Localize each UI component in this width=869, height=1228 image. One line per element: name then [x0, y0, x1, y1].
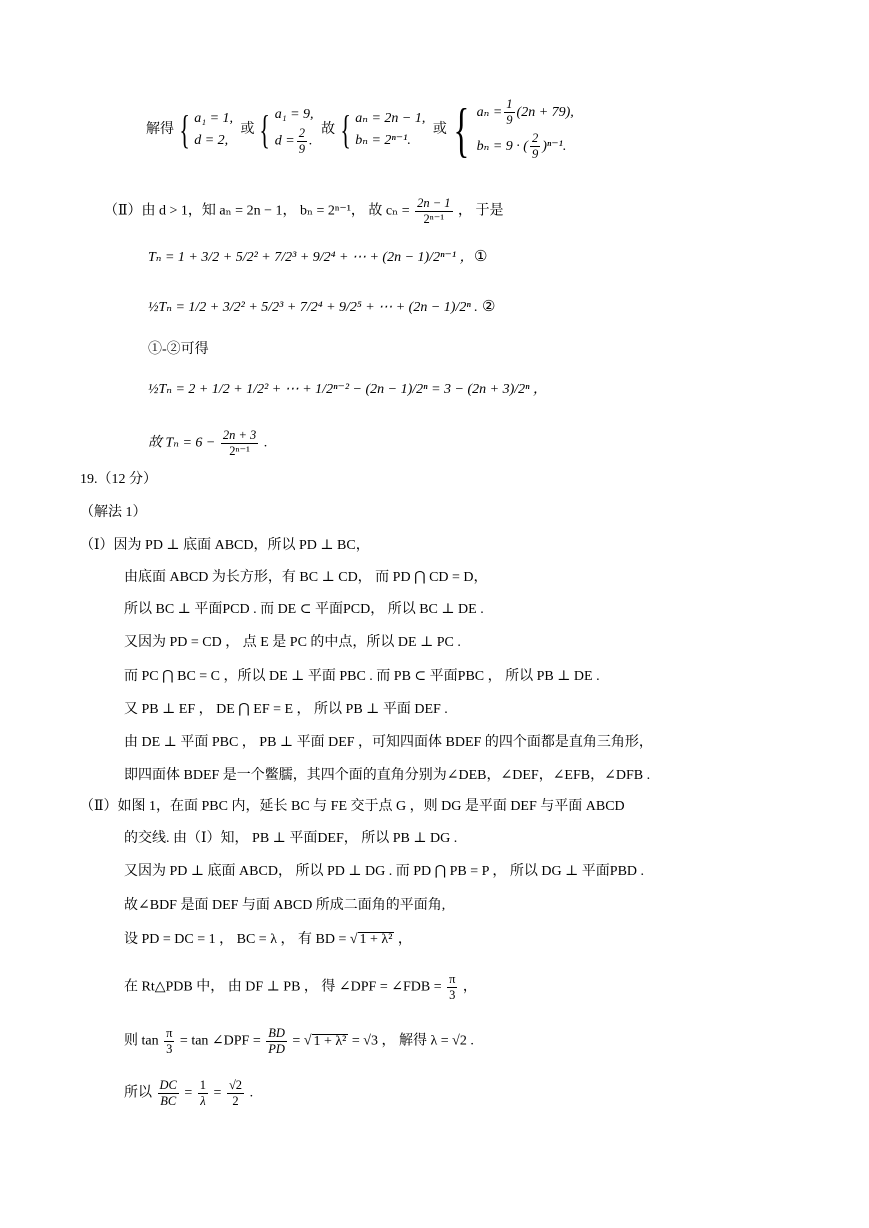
system-4-row-1 [477, 96, 574, 130]
p2-line-2: 的交线. 由（Ⅰ）知， PB ⊥ 平面DEF， 所以 PB ⊥ DG . [124, 831, 458, 846]
sys4-an-tail: (2n + 79), [516, 105, 574, 120]
p1-line-3: 所以 BC ⊥ 平面PCD . 而 DE ⊂ 平面PCD， 所以 BC ⊥ DE . [124, 602, 484, 617]
sys4-bn-tail: )ⁿ⁻¹. [542, 139, 567, 154]
p1-line-4: 又因为 PD = CD ， 点 E 是 PC 的中点，所以 DE ⊥ PC . [124, 635, 461, 650]
fraction [297, 126, 307, 157]
bd-over-pd-fraction [266, 1026, 287, 1057]
equals-sign: = [184, 1085, 193, 1101]
result-fraction [221, 428, 258, 459]
numerator: BD [268, 1026, 285, 1040]
denominator: 2ⁿ⁻¹ [229, 444, 250, 458]
system-2-row-2: d = $\frac{2}{9}$ . [274, 125, 313, 156]
system-3-row-2: bₙ = 2ⁿ⁻¹. [355, 133, 411, 148]
sys4-bn-lhs: bₙ = 9 · ( [476, 139, 528, 154]
equation-2-marker: ② [482, 299, 496, 315]
sqrt2-over-2-fraction [227, 1078, 244, 1109]
or-label-1: 或 [240, 122, 255, 138]
rt-line-tail: ， [462, 979, 477, 995]
one-over-lambda-fraction [198, 1078, 208, 1109]
or-label-2: 或 [432, 122, 447, 138]
p2-line-3: 又因为 PD ⊥ 底面 ABCD， 所以 PD ⊥ DG . 而 PD ⋂ PB = P ， 所以 DG ⊥ 平面PBD . [124, 864, 645, 879]
final-tail: . [249, 1085, 254, 1101]
sys2-d-lhs: d = [274, 133, 295, 149]
system-3-row-1: aₙ = 2n − 1, [355, 111, 426, 126]
p1-line-6: 又 PB ⊥ EF ， DE ⋂ EF = E ， 所以 PB ⊥ 平面 DEF . [124, 702, 448, 717]
right-triangle-line [124, 972, 477, 1003]
numerator: π [449, 972, 456, 986]
denominator: 2ⁿ⁻¹ [423, 212, 445, 226]
system-1-row-1: a₁ = 1, [194, 111, 234, 126]
p1-line-8: 即四面体 BDEF 是一个鳖臑，其四个面的直角分别为∠DEB，∠DEF，∠EFB，∠DFB . [124, 768, 651, 783]
solve-label: 解得 [146, 122, 174, 138]
numerator: π [166, 1026, 173, 1040]
numerator: √2 [228, 1078, 243, 1092]
numerator: 2n − 1 [417, 196, 451, 210]
left-brace: { [339, 107, 351, 152]
p2-line-1: （Ⅱ）如图 1，在面 PBC 内，延长 BC 与 FE 交于点 G ，则 DG 是平面 DEF 与平面 ABCD [80, 799, 625, 814]
left-brace: { [259, 107, 270, 152]
therefore-label: 故 [321, 122, 336, 138]
numerator: 2 [531, 131, 539, 146]
cn-fraction [415, 196, 452, 227]
system-3 [355, 108, 425, 152]
tan-label: 则 tan [124, 1033, 159, 1049]
tan-tail: = √3 ， 解得 λ = √2 . [351, 1033, 474, 1049]
sqrt-radicand: 1 + λ² [313, 1033, 347, 1049]
denominator: 3 [449, 988, 456, 1002]
p1-line-2: 由底面 ABCD 为长方形，有 BC ⊥ CD， 而 PD ⋂ CD = D， [124, 570, 488, 585]
tn-result [148, 428, 267, 459]
denominator: 9 [298, 141, 305, 156]
set-line-tail: ， [397, 932, 412, 947]
denominator: PD [268, 1042, 285, 1056]
equals-sign: = [292, 1033, 301, 1049]
fraction [530, 131, 540, 162]
equation-3: ½Tₙ = 2 + 1/2 + 1/2² + ⋯ + 1/2ⁿ⁻² − (2n − 1)/2ⁿ = 3 − (2n + 3)/2ⁿ ， [148, 382, 548, 397]
system-4 [477, 96, 574, 164]
system-2-row-1: a₁ = 9, [274, 106, 314, 122]
part2-intro [104, 196, 504, 227]
denominator: BC [160, 1094, 177, 1108]
sqrt-sign: √ [303, 1033, 312, 1049]
sys4-an-lhs: aₙ = [476, 105, 503, 120]
denominator: 9 [506, 113, 513, 128]
result-lhs: 故 Tₙ = 6 − [148, 435, 216, 451]
sqrt-radicand: 1 + λ² [359, 932, 393, 947]
denominator: 9 [531, 147, 539, 162]
p1-line-1: （Ⅰ）因为 PD ⊥ 底面 ABCD，所以 PD ⊥ BC， [80, 538, 370, 553]
numerator: 2 [298, 125, 305, 140]
equals-sign: = [213, 1085, 222, 1101]
tan-equation-line [124, 1026, 474, 1057]
part2-intro-tail: ， 于是 [458, 203, 504, 219]
set-line-text: 设 PD = DC = 1 ， BC = λ ， 有 BD = [124, 932, 347, 947]
system-2 [275, 104, 314, 157]
denominator: λ [200, 1094, 206, 1108]
p2-line-4: 故∠BDF 是面 DEF 与面 ABCD 所成二面角的平面角, [124, 898, 446, 913]
p1-line-5: 而 PC ⋂ BC = C ，所以 DE ⊥ 平面 PBC . 而 PB ⊂ 平面PBC ， 所以 PB ⊥ DE . [124, 669, 600, 684]
fraction [504, 97, 514, 128]
question-19-heading: 19.（12 分） [80, 472, 157, 487]
dc-over-bc-fraction [158, 1078, 179, 1109]
rt-line-text: 在 Rt△PDB 中， 由 DF ⊥ PB ， 得 ∠DPF = ∠FDB = [124, 979, 442, 995]
final-ratio-line [124, 1078, 253, 1109]
equation-1-marker: ① [474, 249, 488, 265]
solve-systems-line [146, 96, 578, 164]
part2-intro-text: （Ⅱ）由 d > 1，知 aₙ = 2n − 1， bₙ = 2ⁿ⁻¹， 故 cₙ = [104, 203, 410, 219]
left-brace: { [178, 107, 190, 152]
numerator: 1 [199, 1078, 207, 1092]
equation-1: Tₙ = 1 + 3/2 + 5/2² + 7/2³ + 9/2⁴ + ⋯ + (2n − 1)/2ⁿ⁻¹ ， [148, 250, 474, 265]
set-variables-line [124, 930, 412, 950]
system-1 [194, 108, 233, 152]
final-label: 所以 [124, 1085, 152, 1101]
denominator: 3 [166, 1042, 173, 1056]
result-tail: . [263, 435, 268, 451]
system-1-row-2: d = 2, [194, 133, 229, 148]
pi-over-3-fraction [447, 972, 457, 1003]
system-4-row-2 [477, 130, 574, 164]
denominator: 2 [232, 1094, 239, 1108]
sqrt-sign: √ [349, 932, 358, 947]
numerator: 2n + 3 [222, 428, 257, 442]
method-label: （解法 1） [80, 505, 147, 520]
p1-line-7: 由 DE ⊥ 平面 PBC ， PB ⊥ 平面 DEF ，可知四面体 BDEF 的四个面都是直角三角形， [124, 735, 653, 750]
left-brace: { [453, 97, 470, 163]
subtract-label: ①-②可得 [148, 342, 209, 357]
tan-middle: = tan ∠DPF = [179, 1033, 261, 1049]
numerator: DC [159, 1078, 177, 1092]
numerator: 1 [506, 97, 513, 112]
equation-2: ½Tₙ = 1/2 + 3/2² + 5/2³ + 7/2⁴ + 9/2⁵ + ⋯ + (2n − 1)/2ⁿ . [148, 300, 478, 315]
pi-over-3-fraction [164, 1026, 174, 1057]
